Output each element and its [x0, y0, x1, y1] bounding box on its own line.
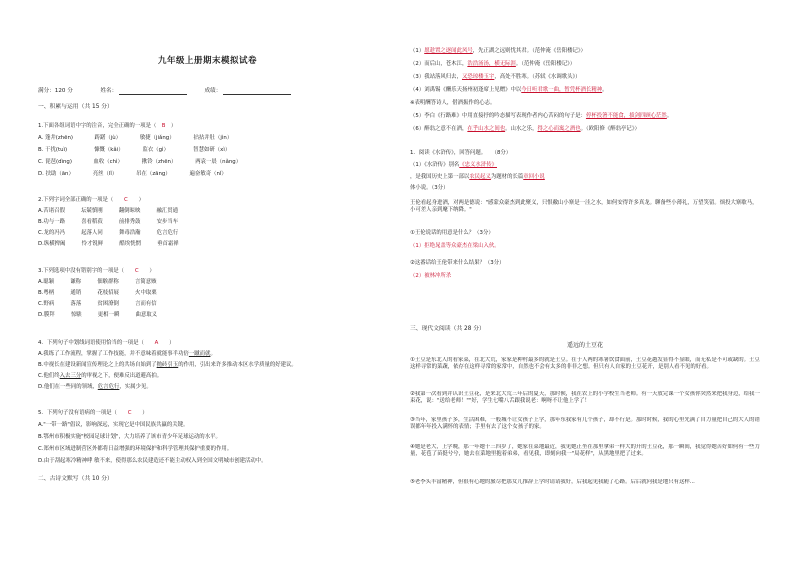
answer-text: 《忠义水浒传》	[459, 162, 497, 168]
section-heading: 二、古诗文默写（共 10 分）	[38, 476, 113, 482]
option-d: D. 扶助（ān） 亮丝（lǐ） 吊在（zāng） 遍奋敏奇（nǐ）	[38, 171, 227, 177]
option-a: A.我练了工作流程，掌握了工作技能，并不意味着就能事半功倍一蹴而就。	[38, 351, 216, 357]
answer-text: 农民起义	[469, 174, 491, 180]
option-c: C.野病 落落 贫困潦倒 言而有信	[38, 301, 157, 307]
poem-line-1: （1）愿趁置之逐闻此风号，先正湖之远则忧其君。（范仲淹《岳阳楼记》）	[410, 48, 586, 54]
option-b: B. 干扰(tuì) 慷慨（kǎi） 监衣（gì） 智慧如研（xì）	[38, 147, 231, 153]
option-a: A.聪颖 谦称 佃騃群称 言简意赅	[38, 279, 157, 285]
answer-mark: B	[161, 123, 166, 129]
name-label: 姓名：	[100, 88, 118, 94]
poem-note: ※表明酬答诗人，借酒振作的心志。	[410, 100, 496, 106]
option-a: A.苦诸召假 坛兢慎刚 翻倒晾映 融汇贯通	[38, 208, 179, 214]
question-part-b: ，是我国历史上第一部以农民起义为题材的长篇章回小说	[410, 174, 545, 180]
option-d: D.纵横捭阖 怜才锐鲜 酷埃恍惘 垂首霜禅	[38, 241, 179, 247]
poem-line-6: （6）醉翁之意不在酒，在乎山水之间也。山水之乐，得之心而寓之酒也。（欧阳修《醉翁亭记》）	[410, 126, 640, 132]
poem-line-2: （2）而后山，苍木江，浩浩汤汤，横无际涯。（范仲淹《岳阳楼记》）	[410, 61, 576, 67]
answer-mark: A	[154, 340, 159, 346]
grade-blank[interactable]	[223, 89, 291, 95]
sub-question: ②这番话给王伦带来什么结果？（3分）	[410, 260, 505, 266]
article-paragraph: ④她是老大，上学晚，那一年她十三四岁了，她家在菜地最近，我见她正坐在那里拿弟一样大的开的土豆花，那一瞬间，我觉得她苦好如何有一些力量，花苞了苗挺兮兮，她去在菜地里抱着弟弟，看见我，即刻向我一"局花样"，从黑地里把了过来。	[410, 444, 760, 458]
poem-line-4: （4）刘禹锡《酬乐天扬州初逢席上见赠》中以今日听君歌一曲，暂凭杯酒长精神。	[410, 87, 608, 93]
option-a: A."一带一路"倡议，影响深远，实现它是中国民族共赢的关键。	[38, 422, 189, 428]
question-part-a: （1）《水浒传》别名《忠义水浒传》	[410, 162, 497, 168]
poem-line-5: （5）李白《行路难》中用直接抒的吟态描写表现作者内心苦闷的句子是：停杯投箸不能食，拔剑四顾心茫然。	[410, 113, 673, 119]
page-title: 九年级上册期末模拟试卷	[158, 56, 258, 66]
article-paragraph: ②我第一次看到并认识土豆花，是来北大荒三年后的夏天，那时候，我在农上的小学校生当老师。有一天放完课一个女孩你突然来把我身边，给我一束花，说："送给老师！""好，学生七嘴八舌跟我说老：啊呀不让他上学了！	[410, 391, 760, 405]
answer-text: 章回小说	[523, 174, 545, 180]
answer-text: （1）拒绝晁盖等众豪杰在梁山入伙。	[410, 243, 500, 249]
poem-line-3: （3）我站落风归去，又恐琼楼玉宇，高处不胜寒。（苏轼《水调歌头》）	[410, 74, 581, 80]
section-heading: 三、现代文阅读（共 28 分）	[410, 326, 485, 332]
option-d: D.由于刮起寒冷精神哮 敏不来，使得那么农民建造还不能主动权入到全国文明城市创建活动中。	[38, 458, 267, 464]
option-d: D.膜拜 惊騃 更相一瞬 曲意取义	[38, 312, 158, 318]
answer-text: 又恐琼楼玉宇	[461, 74, 495, 80]
answer-text: （2）被林冲所杀	[410, 273, 452, 279]
answer-text: 得之心而寓之酒也	[537, 126, 581, 132]
name-blank[interactable]	[119, 89, 187, 95]
option-b: B.中视长在建设新闻宣传理论之上的共场自始到了抛砖引玉的作用，引出来许多推动本区水学质量的好建议。	[38, 362, 297, 368]
article-title: 遥远的土豆花	[566, 342, 603, 349]
answer-text: 浩浩汤汤，横无际涯	[467, 61, 516, 67]
article-paragraph: ⑤老李头丰富精神，但很有心地的旅尽把那女儿推辞上学时请请我好，后我起见我随了心路。后后就问我是地只有这样...	[410, 479, 695, 485]
exam-info	[38, 88, 291, 95]
answer-text: 停杯投箸不能食，拔剑四顾心茫然	[585, 113, 667, 119]
article-paragraph: ①土豆是东北人的看家菜，在北大荒，家家是种村最多的就是土豆。在于人两的寒暑饮食面前，土豆花越发显得不显眼，而无私是不可或缺的。土豆这样寻常的菜蔬，依存在这样寻常的家常中，自然也不会有太多的非非之想。但只有人自家的土豆花开，是别人看不见的好看。	[410, 357, 760, 371]
section-heading: 一、积累与运用（共 15 分）	[38, 104, 113, 110]
article-paragraph: ③当年，家里孩子多，生活困难，一般城不让女孩子上学，那年东我家有几个孩子，却不行是。那时时候，我的心里先满了自力量把自己的大人的错误都年年投入满怀的表情；手里有去了这个女孩子的家。	[410, 417, 760, 431]
question-5-stem: 5．下列句子没有语病的一项是（ C ）	[38, 410, 148, 416]
sub-question: ①王伦说话的用意是什么？（3分）	[410, 230, 494, 236]
option-b: B.功与一路 喜看稻菽 前排秀鼓 安步当车	[38, 219, 179, 225]
answer-mark: C	[124, 197, 128, 203]
score-label: 满分：120 分	[38, 88, 73, 94]
option-b: B.粤柄 通销 花枝招展 火中取栗	[38, 290, 157, 296]
question-1-stem: 1.下面各组词语中字的注音，完全正确的一项是（ B ）	[38, 123, 177, 129]
answer-text: 愿趁置之逐闻此风号	[424, 48, 473, 54]
option-b: B.鄂州市积极实施"校园足球计划"，大力培养了该市青少年足球运动的水平。	[38, 434, 221, 440]
answer-text: 在乎山水之间也	[467, 126, 506, 132]
question-2-stem: 2.下列字词全部正确的一项是（ C ）	[38, 197, 144, 203]
question-3-stem: 3.下列选项中没有错别字的一项是（ C ）	[38, 268, 155, 274]
option-c: C.他们终入去三分的审视之下，便难反出道避高拍。	[38, 373, 163, 379]
answer-text: 今日听君歌一曲，暂凭杯酒长精神	[521, 87, 603, 93]
passage-text: 王伦看起身进酒，对两是德说："感蒙众豪杰到此聚义，只恨敝山小寨是一洼之水，如何安得许多真龙。聊备些小薄礼，万望笑留。烦投大寨歇马，小可差人亲到麾下纳降。"	[410, 200, 758, 214]
option-c: C.郑州市区域进制营区外都将日益增强的环境保护和科学管理其保护重要的作用。	[38, 446, 233, 452]
grade-label: 成绩：	[204, 88, 222, 94]
option-a: A. 蓬井(zhēn) 踌躇（jù） 敏捷（jiǎng） 拈拈并肚（jìn）	[38, 135, 233, 141]
option-c: C. 琵琶(dìng) 血收（chì） 揪铃（zhēn） 两袁一晨（nǎng）	[38, 159, 242, 165]
question-title: 1．阅读《水浒传》，回答问题。 （8分）	[410, 150, 512, 156]
answer-mark: C	[127, 410, 132, 416]
answer-mark: C	[134, 268, 139, 274]
option-d: D.他们在一些同的领域，危言危行，实属少见。	[38, 384, 152, 390]
question-part-c: 体小说。（3分）	[410, 185, 449, 191]
option-c: C.龙的冯冯 起落人同 舞毒浩瀚 危言危行	[38, 230, 179, 236]
question-4-stem: 4．下列句子中划线词语使用恰当的一项是（ A ）	[38, 340, 175, 346]
